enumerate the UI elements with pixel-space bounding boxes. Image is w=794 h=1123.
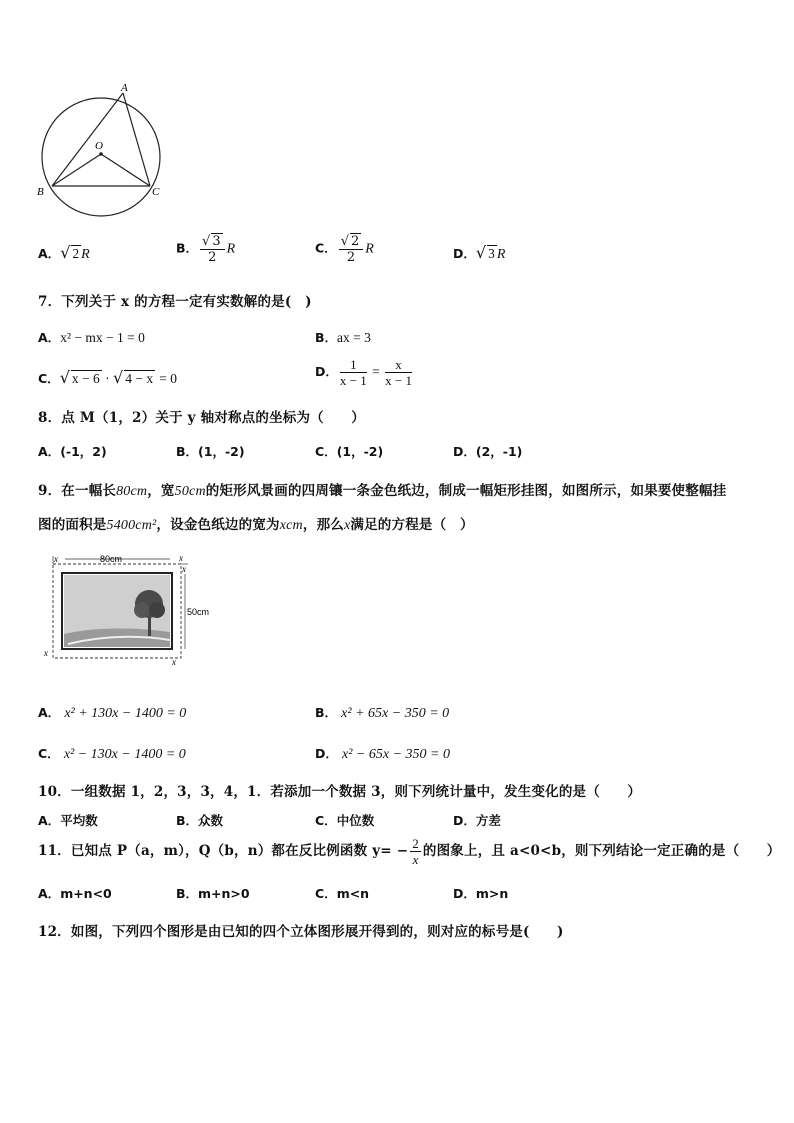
- q9-option-c[interactable]: C． x² − 130x − 1400 = 0: [38, 746, 186, 762]
- q9-stem-line2: 图的面积是5400cm²，设金色纸边的宽为xcm，那么x满足的方程是（ ）: [38, 517, 474, 533]
- height-label: 50cm: [187, 607, 210, 617]
- tree-crown-2: [134, 602, 150, 618]
- q11-option-b[interactable]: B．m+n>0: [176, 886, 250, 901]
- q9-stem-line1: 9．在一幅长80cm，宽50cm的矩形风景画的四周镶一条金色纸边，制成一幅矩形挂图，如图所示，如果要使整幅挂: [38, 483, 727, 499]
- q11-stem: 11．已知点 P（a，m），Q（b，n）都在反比例函数 y= − $\frac{2}{x}$ 的图象上，且 a<0<b，则下列结论一定正确的是（ ）: [38, 836, 781, 867]
- segment-ob: [52, 154, 101, 186]
- q8-stem: 8．点 M（1，2）关于 y 轴对称点的坐标为（ ）: [38, 410, 365, 426]
- width-label: 80cm: [100, 554, 123, 564]
- q8-option-c[interactable]: C．(1，-2): [315, 444, 384, 459]
- q6-option-d[interactable]: D．√ 3 R: [453, 243, 506, 262]
- point-b-label: B: [37, 186, 44, 198]
- q10-option-d[interactable]: D．方差: [453, 813, 501, 828]
- q11-option-a[interactable]: A．m+n<0: [38, 886, 112, 901]
- segment-ac: [123, 93, 150, 186]
- x-label-right: x: [182, 564, 186, 574]
- q7-option-c[interactable]: C．√ x − 6 · √ 4 − x = 0: [38, 368, 177, 387]
- q11-option-c[interactable]: C．m<n: [315, 886, 370, 901]
- q6-option-c[interactable]: C． $\frac{√ 2}{2}$ R: [315, 234, 374, 265]
- q7-stem: 7．下列关于 x 的方程一定有实数解的是( ): [38, 294, 312, 310]
- framed-picture-figure: [38, 552, 218, 667]
- center-point: [99, 152, 103, 156]
- q6-option-b[interactable]: B． $\frac{√ 3}{2}$ R: [176, 234, 236, 265]
- q9-option-d[interactable]: D． x² − 65x − 350 = 0: [315, 746, 450, 762]
- x-label-bottomright: x: [172, 657, 176, 667]
- x-label-bottomleft: x: [44, 648, 48, 658]
- q9-option-b[interactable]: B． x² + 65x − 350 = 0: [315, 705, 450, 721]
- point-a-label: A: [121, 82, 128, 94]
- q7-option-d[interactable]: D． $\frac{1}{x - 1}$ = $\frac{x}{x - 1}$: [315, 357, 412, 388]
- q10-option-b[interactable]: B．众数: [176, 813, 224, 828]
- q7-option-a[interactable]: A．x² − mx − 1 = 0: [38, 330, 145, 345]
- q8-option-d[interactable]: D．(2，-1): [453, 444, 523, 459]
- q8-option-a[interactable]: A．(-1，2): [38, 444, 107, 459]
- q11-option-d[interactable]: D．m>n: [453, 886, 509, 901]
- q10-option-a[interactable]: A．平均数: [38, 813, 98, 828]
- circle-o: [42, 98, 160, 216]
- q9-option-a[interactable]: A． x² + 130x − 1400 = 0: [38, 705, 187, 721]
- x-label-topleft: x: [54, 554, 58, 564]
- q12-stem: 12．如图，下列四个图形是由已知的四个立体图形展开得到的，则对应的标号是( ): [38, 924, 564, 940]
- circle-triangle-figure: [34, 78, 174, 223]
- point-c-label: C: [152, 186, 160, 198]
- q10-stem: 10．一组数据 1，2，3，3，4，1．若添加一个数据 3，则下列统计量中，发生变化的是（ ）: [38, 784, 642, 800]
- q10-option-c[interactable]: C．中位数: [315, 813, 375, 828]
- x-label-topright: x: [179, 553, 183, 563]
- q7-option-b[interactable]: B．ax = 3: [315, 330, 371, 345]
- q8-option-b[interactable]: B．(1，-2): [176, 444, 245, 459]
- q6-option-a[interactable]: A．√ 2 R: [38, 243, 90, 262]
- point-o-label: O: [95, 140, 103, 152]
- segment-ab: [52, 93, 123, 186]
- tree-crown-3: [149, 602, 165, 618]
